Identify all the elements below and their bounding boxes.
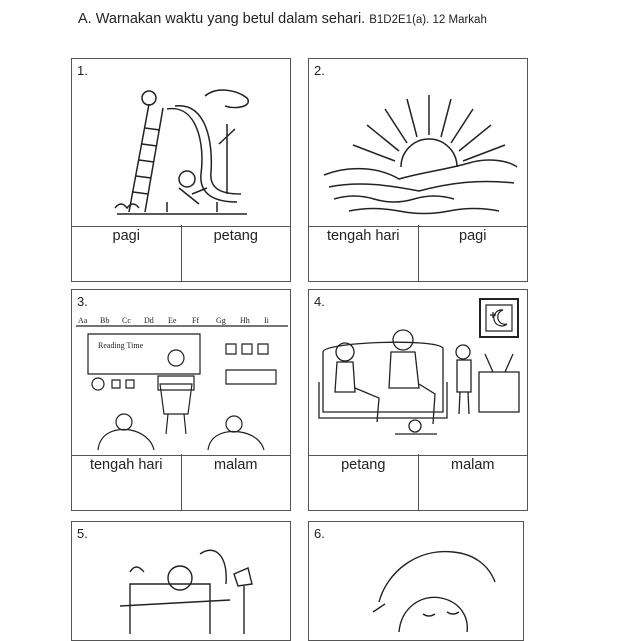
answer-option-1b[interactable]: petang — [181, 225, 291, 281]
alphabet-strip-8: Hh — [240, 316, 250, 325]
answer-option-3b[interactable]: malam — [181, 454, 291, 510]
alphabet-strip-2: Bb — [100, 316, 110, 325]
question-card-1 — [71, 58, 291, 282]
playground-slide-illustration — [107, 84, 257, 219]
alphabet-strip-7: Gg — [216, 316, 226, 325]
answer-option-2b[interactable]: pagi — [418, 225, 528, 281]
sunrise-illustration — [319, 87, 519, 222]
alphabet-strip-4: Dd — [144, 316, 154, 325]
picture-panel-3 — [72, 290, 290, 456]
question-card-4 — [308, 289, 528, 511]
question-card-6 — [308, 521, 524, 641]
sleeping-child-illustration — [369, 542, 499, 632]
alphabet-strip-6: Ff — [192, 316, 200, 325]
classroom-illustration — [76, 314, 288, 452]
question-card-5 — [71, 521, 291, 641]
alphabet-strip-9: Ii — [264, 316, 269, 325]
picture-panel-2 — [309, 59, 527, 227]
picture-panel-1 — [72, 59, 290, 227]
picture-panel-4 — [309, 290, 527, 456]
alphabet-strip-1: Aa — [78, 316, 88, 325]
answer-option-4b[interactable]: malam — [418, 454, 528, 510]
title-main: A. Warnakan waktu yang betul dalam sehari. — [78, 11, 366, 27]
answer-option-1a[interactable]: pagi — [112, 228, 140, 244]
board-text: Reading Time — [98, 341, 144, 350]
question-card-2 — [308, 58, 528, 282]
alphabet-strip-3: Cc — [122, 316, 131, 325]
question-number-2: 2. — [314, 63, 325, 78]
title-code: B1D2E1(a). 12 Markah — [369, 14, 487, 26]
question-number-5: 5. — [77, 526, 88, 541]
answer-option-4a[interactable]: petang — [341, 457, 386, 473]
question-number-1: 1. — [77, 63, 88, 78]
family-watching-tv-illustration — [315, 322, 525, 452]
question-number-4: 4. — [314, 294, 325, 309]
question-number-3: 3. — [77, 294, 88, 309]
child-in-bed-illustration — [110, 544, 260, 634]
question-card-3 — [71, 289, 291, 511]
question-number-6: 6. — [314, 526, 325, 541]
answer-option-3a[interactable]: tengah hari — [89, 457, 163, 473]
alphabet-strip-5: Ee — [168, 316, 177, 325]
worksheet-title — [78, 11, 487, 27]
answer-option-2a[interactable]: tengah hari — [326, 228, 400, 244]
